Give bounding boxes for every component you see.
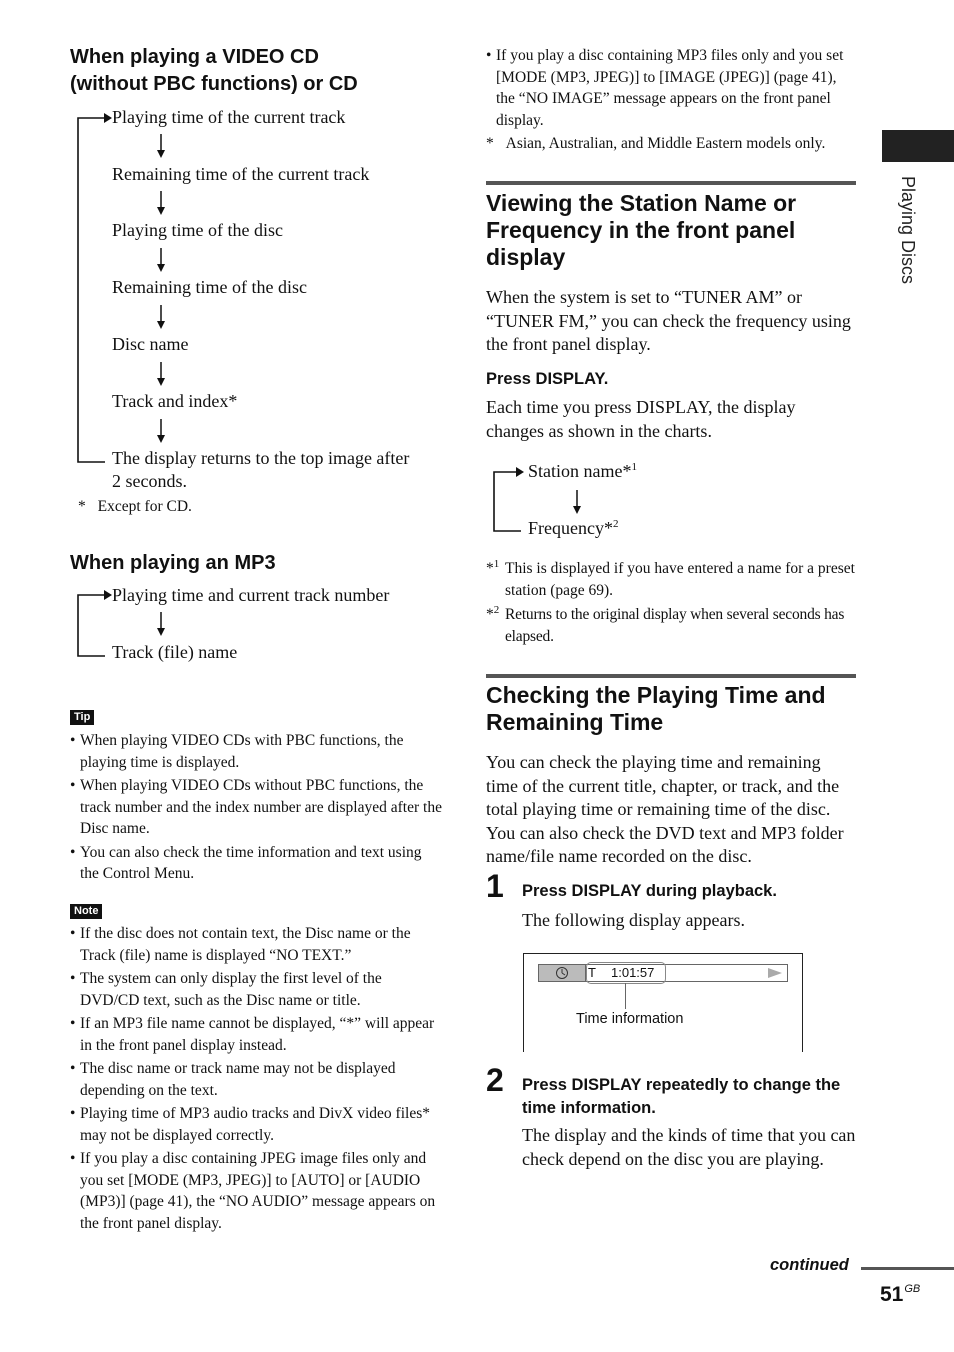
down-arrow-icon (154, 248, 168, 274)
step-1-desc: The following display appears. (522, 910, 745, 930)
display-screen (523, 953, 803, 1052)
callout-line (625, 983, 626, 1009)
station-intro: When the system is set to “TUNER AM” or “TUNER FM,” you can check the frequency using the front panel display. (486, 287, 851, 354)
note-item: • If you play a disc containing JPEG image files only and you set [MODE (MP3, JPEG)] to [AUTO] or [AUDIO (MP3)] (page 41), the “NO AUDIO” message appears on the front panel display. (70, 1150, 436, 1232)
station-press: Press DISPLAY. (486, 370, 609, 388)
tip-item: • When playing VIDEO CDs without PBC functions, the track number and the index number are displayed after the Disc name. (70, 777, 442, 837)
footnote-text: Except for CD. (97, 498, 192, 515)
mp3-heading: When playing an MP3 (70, 552, 276, 574)
play-icon (767, 967, 783, 979)
vcd-flow-item: Track and index* (112, 391, 238, 411)
mp3-flow-item: Track (file) name (112, 642, 238, 662)
side-tab-label: Playing Discs (898, 176, 918, 285)
vcd-heading-line2: (without PBC functions) or CD (70, 73, 358, 95)
note-item: • Playing time of MP3 audio tracks and DivX video files* may not be displayed correctly. (70, 1105, 430, 1144)
tip-badge (70, 707, 94, 725)
vcd-flow-item: The display returns to the top image after (112, 448, 410, 468)
vcd-heading (70, 44, 450, 98)
vcd-flow-item: Playing time of the disc (112, 220, 283, 240)
page-number-value: 51 (880, 1283, 904, 1306)
down-arrow-icon (154, 362, 168, 388)
time-highlight (586, 962, 666, 984)
display-time: 1:01:57 (611, 965, 655, 980)
side-tab-block (882, 130, 954, 162)
section-rule (486, 181, 856, 185)
vcd-flow-item: Remaining time of the current track (112, 164, 370, 184)
note-badge-label: Note (70, 904, 102, 919)
down-arrow-icon (154, 305, 168, 331)
models-footnote (486, 133, 825, 155)
station-flow-item: Station name*$^1$ (528, 461, 637, 481)
tip-item: • You can also check the time information and text using the Control Menu. (70, 843, 422, 882)
down-arrow-icon (570, 490, 584, 516)
footnote-mark: * (78, 498, 86, 515)
display-bar-icon-area (539, 965, 586, 981)
vcd-footnote (78, 496, 192, 518)
vcd-flow-item: Remaining time of the disc (112, 277, 307, 297)
note-badge (70, 901, 102, 919)
step-2-desc: The display and the kinds of time that you can check depend on the disc you are playing. (522, 1125, 856, 1169)
down-arrow-icon (154, 612, 168, 638)
vcd-flow-item: Disc name (112, 334, 189, 354)
page-number-suffix: GB (904, 1283, 921, 1295)
section-rule (486, 674, 856, 678)
tip-badge-label: Tip (70, 710, 94, 725)
tip-item: • When playing VIDEO CDs with PBC functions, the playing time is displayed. (70, 732, 404, 771)
station-desc: Each time you press DISPLAY, the display changes as shown in the charts. (486, 397, 796, 441)
down-arrow-icon (154, 419, 168, 445)
note-item: • The system can only display the first level of the DVD/CD text, such as the Disc name or title. (70, 970, 382, 1009)
footnote-text: Asian, Australian, and Middle Eastern models only. (505, 135, 826, 152)
station-footnote-1: *$^1$ This is displayed if you have entered a name for a preset station (page 69). (486, 557, 855, 599)
checking-intro: You can check the playing time and remaining time of the current title, chapter, or track, and the total playing time or remaining time of the disc. You can also check the DVD text and MP3 folder name/file name recorded on the disc. (486, 752, 844, 866)
note-item: • If an MP3 file name cannot be displayed, “*” will appear in the front panel display instead. (70, 1015, 435, 1054)
step-2-number: 2 (486, 1062, 504, 1098)
checking-heading: Checking the Playing Time and Remaining Time (486, 682, 826, 735)
continued-rule (861, 1267, 954, 1270)
note-list (70, 923, 442, 1236)
note-item: • The disc name or track name may not be displayed depending on the text. (70, 1060, 396, 1099)
step-2-title: Press DISPLAY repeatedly to change the time information. (522, 1076, 841, 1117)
display-callout-label: Time information (576, 1011, 684, 1027)
vcd-heading-line1: When playing a VIDEO CD (70, 46, 319, 68)
down-arrow-icon (154, 134, 168, 160)
note-item: • If you play a disc containing MP3 files only and you set [MODE (MP3, JPEG)] to [IMAGE (JPEG)] (page 41), the “NO IMAGE” message appears on the front panel display. (486, 47, 844, 129)
vcd-flow-item: Playing time of the current track (112, 107, 346, 127)
station-footnote-2: *$^2$ Returns to the original display when several seconds has elapsed. (486, 603, 845, 645)
note-item: • If the disc does not contain text, the Disc name or the Track (file) name is displayed “NO TEXT.” (70, 925, 411, 964)
vcd-flow-item: 2 seconds. (112, 471, 187, 491)
continued-label: continued (770, 1256, 849, 1274)
continued-bullet-list (486, 45, 858, 133)
station-heading: Viewing the Station Name or Frequency in the front panel display (486, 190, 797, 270)
mp3-flow-item: Playing time and current track number (112, 585, 390, 605)
disc-time-icon (555, 966, 569, 980)
page-number (880, 1283, 920, 1307)
step-1-number: 1 (486, 868, 504, 904)
step-1-title: Press DISPLAY during playback. (522, 882, 777, 900)
down-arrow-icon (154, 191, 168, 217)
tip-list (70, 730, 442, 887)
station-flow-item: Frequency*$^2$ (528, 518, 619, 538)
display-mode: T (588, 965, 596, 980)
footnote-mark: * (486, 135, 494, 152)
